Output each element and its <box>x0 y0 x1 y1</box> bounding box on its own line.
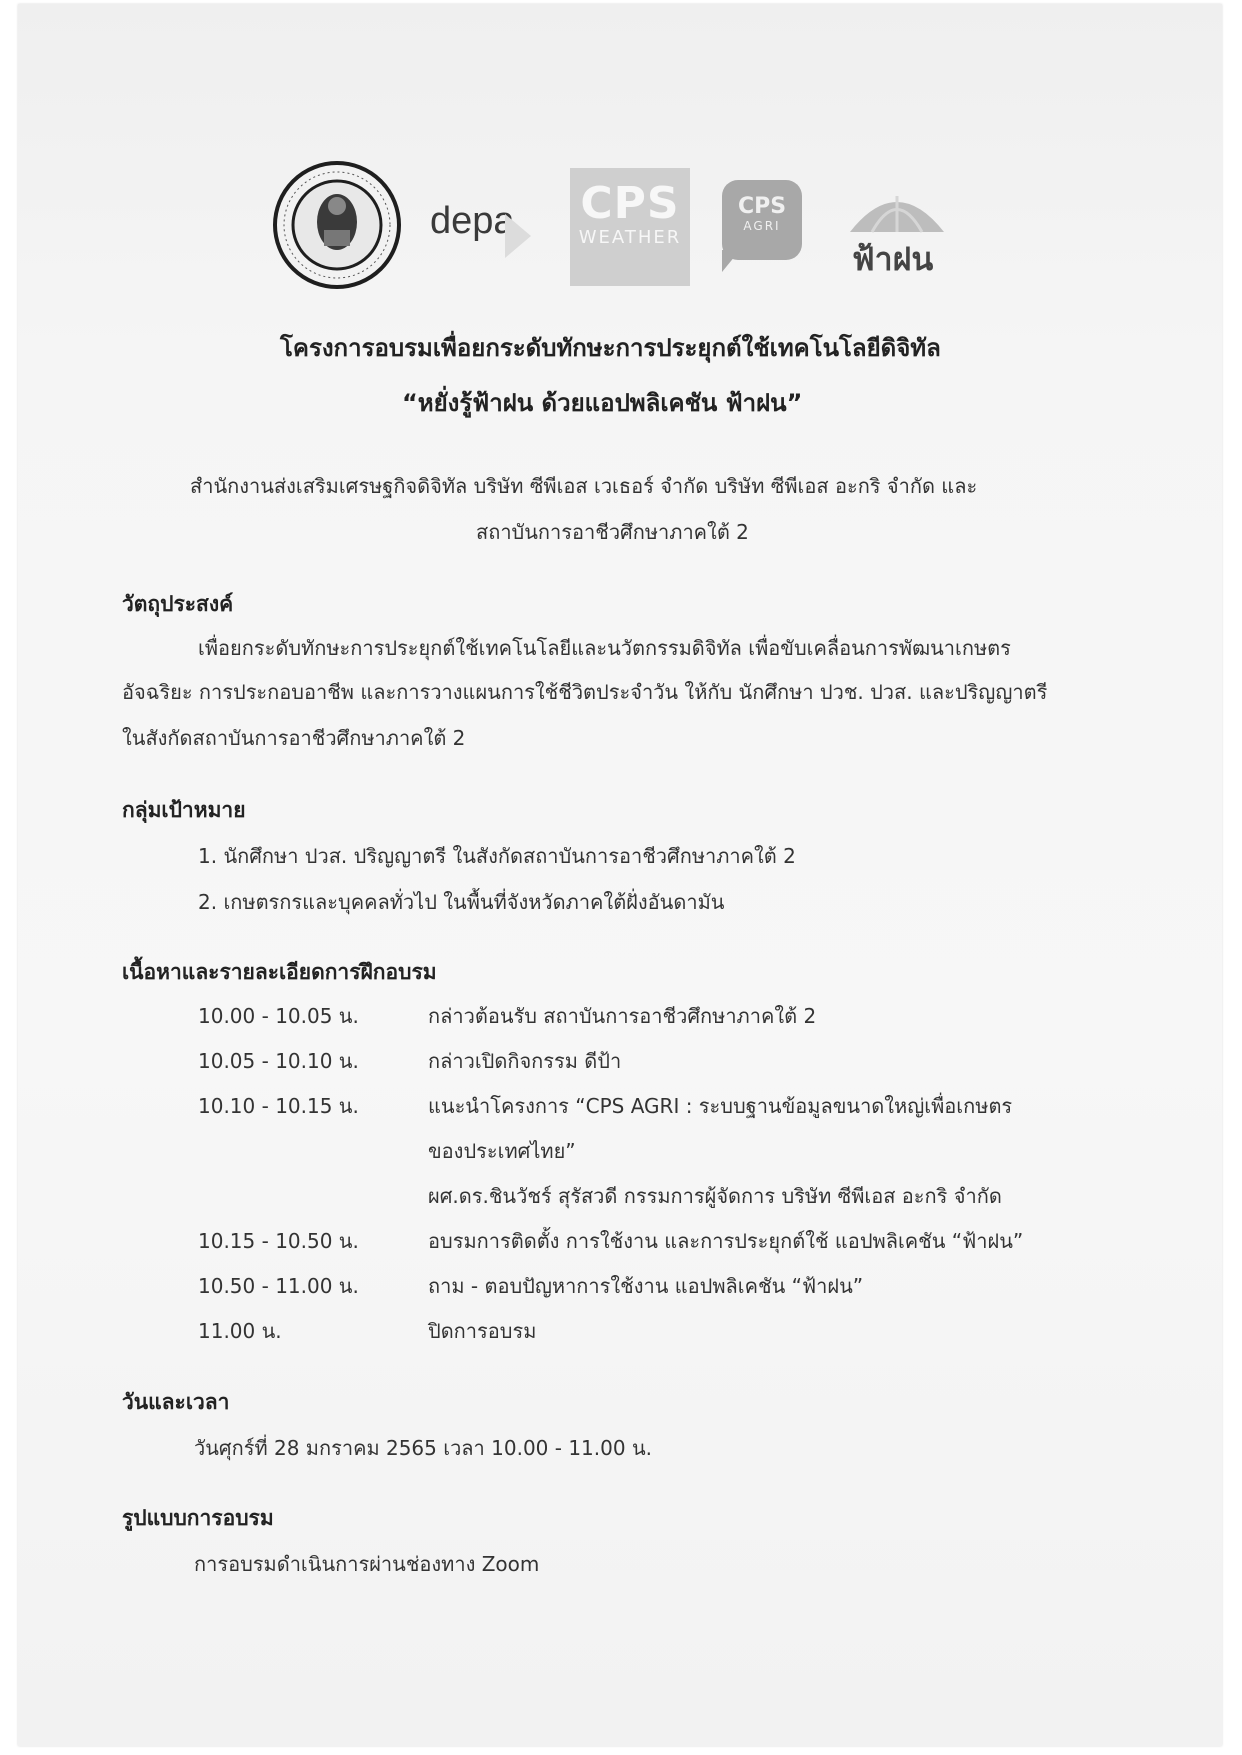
cps-agri-logo <box>722 180 802 260</box>
agenda-time-1: 10.00 - 10.05 น. <box>198 1004 359 1028</box>
fafon-logo-text: ฟ้าฝน <box>852 240 934 278</box>
datetime-heading: วันและเวลา <box>122 1390 230 1414</box>
cps-weather-logo-main: CPS <box>580 178 680 229</box>
agenda-desc-1: กล่าวต้อนรับ สถาบันการอาชีวศึกษาภาคใต้ 2 <box>428 1004 817 1028</box>
cps-weather-logo <box>570 168 690 286</box>
agenda-time-6: 10.15 - 10.50 น. <box>198 1229 359 1253</box>
agenda-time-7: 10.50 - 11.00 น. <box>198 1274 359 1298</box>
agenda-desc-4: ของประเทศไทย” <box>428 1139 576 1163</box>
agenda-desc-6: อบรมการติดตั้ง การใช้งาน และการประยุกต์ใช้ แอปพลิเคชัน “ฟ้าฝน” <box>428 1229 1024 1253</box>
agenda-desc-5: ผศ.ดร.ชินวัชร์ สุรัสวดี กรรมการผู้จัดการ บริษัท ซีพีเอส อะกริ จำกัด <box>428 1184 1002 1208</box>
agenda-desc-3: แนะนำโครงการ “CPS AGRI : ระบบฐานข้อมูลขนาดใหญ่เพื่อเกษตร <box>428 1094 1013 1118</box>
objective-line-2: อัจฉริยะ การประกอบอาชีพ และการวางแผนการใช้ชีวิตประจำวัน ให้กับ นักศึกษา ปวช. ปวส. และปริญญาตรี <box>122 680 1048 704</box>
agenda-time-3: 10.10 - 10.15 น. <box>198 1094 359 1118</box>
target-item-2: 2. เกษตรกรและบุคคลทั่วไป ในพื้นที่จังหวัดภาคใต้ฝั่งอันดามัน <box>198 890 725 914</box>
target-item-1: 1. นักศึกษา ปวส. ปริญญาตรี ในสังกัดสถาบันการอาชีวศึกษาภาคใต้ 2 <box>198 844 796 868</box>
depa-logo: depa <box>430 200 515 242</box>
cps-weather-logo-sub: WEATHER <box>578 227 682 248</box>
format-text: การอบรมดำเนินการผ่านช่องทาง Zoom <box>194 1552 540 1576</box>
depa-arrow-icon <box>505 214 531 258</box>
agenda-time-2: 10.05 - 10.10 น. <box>198 1049 359 1073</box>
organizers-line-2: สถาบันการอาชีวศึกษาภาคใต้ 2 <box>476 520 749 544</box>
objective-line-1: เพื่อยกระดับทักษะการประยุกต์ใช้เทคโนโลยีและนวัตกรรมดิจิทัล เพื่อขับเคลื่อนการพัฒนาเกษตร <box>198 636 1011 660</box>
document-title: โครงการอบรมเพื่อยกระดับทักษะการประยุกต์ใช้เทคโนโลยีดิจิทัล <box>280 334 941 362</box>
organizers-line-1: สำนักงานส่งเสริมเศรษฐกิจดิจิทัล บริษัท ซีพีเอส เวเธอร์ จำกัด บริษัท ซีพีเอส อะกริ จำกัด และ <box>190 474 978 498</box>
institute-seal-logo <box>272 160 402 290</box>
agenda-heading: เนื้อหาและรายละเอียดการฝึกอบรม <box>122 960 437 984</box>
agenda-time-8: 11.00 น. <box>198 1319 282 1343</box>
objective-heading: วัตถุประสงค์ <box>122 592 234 616</box>
objective-line-3: ในสังกัดสถาบันการอาชีวศึกษาภาคใต้ 2 <box>122 726 466 750</box>
document-subtitle: “หยั่งรู้ฟ้าฝน ด้วยแอปพลิเคชัน ฟ้าฝน” <box>402 389 803 417</box>
format-heading: รูปแบบการอบรม <box>122 1506 274 1530</box>
agenda-desc-7: ถาม - ตอบปัญหาการใช้งาน แอปพลิเคชัน “ฟ้าฝน” <box>428 1274 864 1298</box>
agenda-desc-2: กล่าวเปิดกิจกรรม ดีป้า <box>428 1049 622 1073</box>
target-heading: กลุ่มเป้าหมาย <box>122 798 246 822</box>
cps-agri-logo-sub: AGRI <box>743 219 781 233</box>
datetime-text: วันศุกร์ที่ 28 มกราคม 2565 เวลา 10.00 - 11.00 น. <box>194 1436 652 1460</box>
cps-agri-logo-main: CPS <box>737 194 787 219</box>
agenda-desc-8: ปิดการอบรม <box>428 1319 537 1343</box>
cps-agri-bubble-tail <box>722 250 740 272</box>
